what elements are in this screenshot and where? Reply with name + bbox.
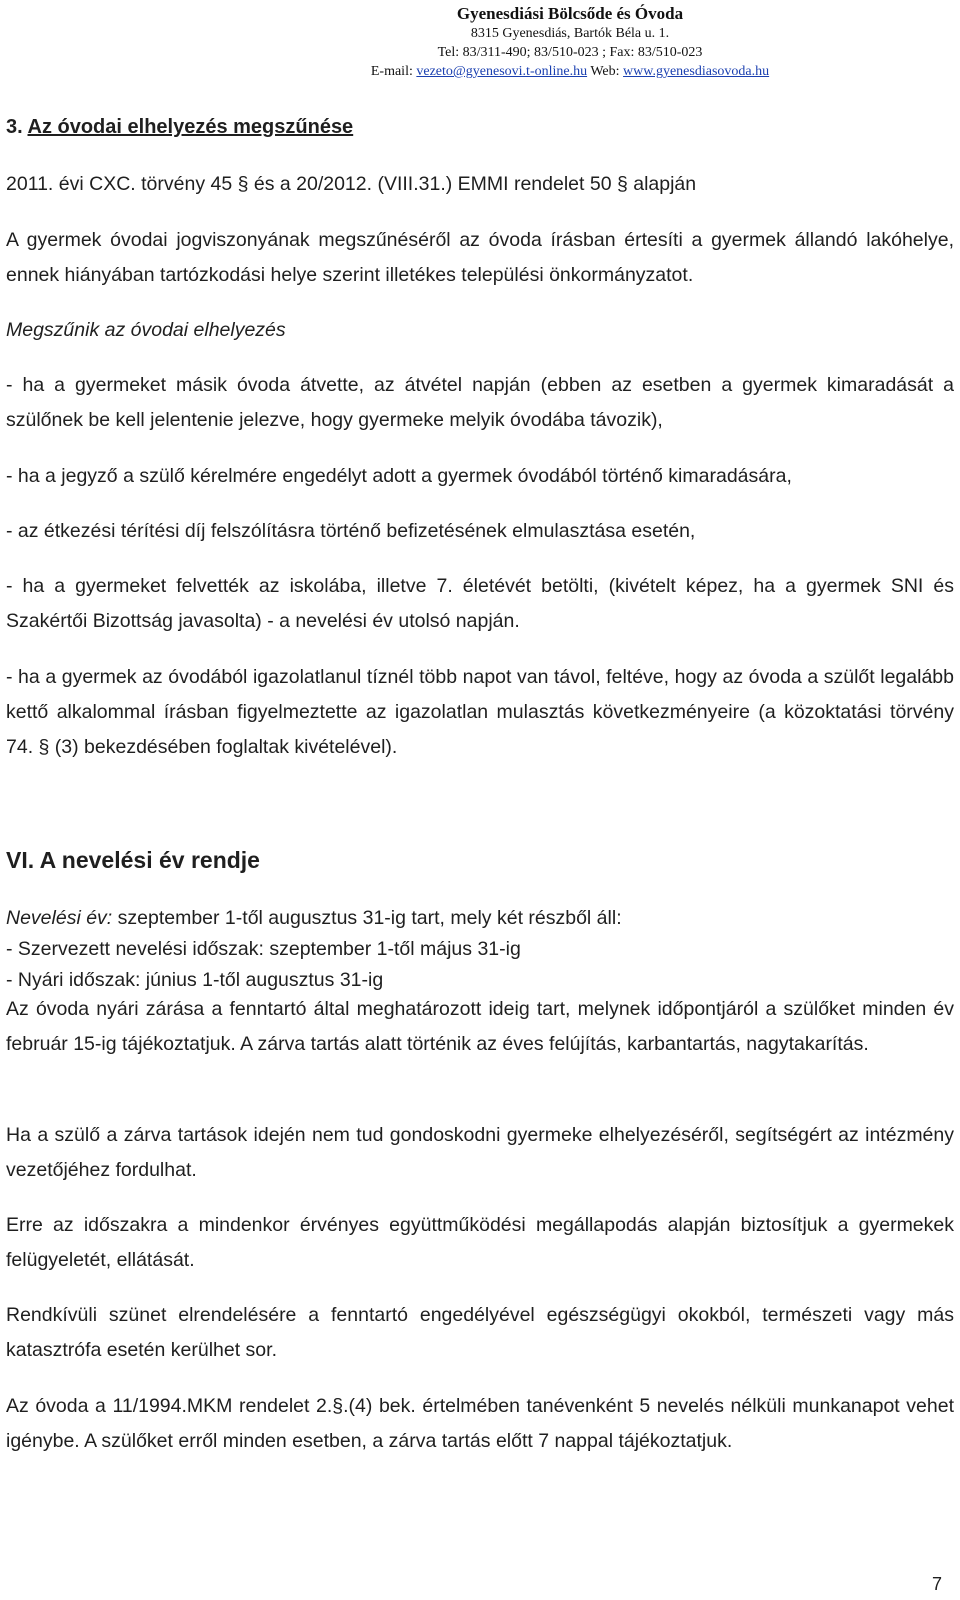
institution-name: Gyenesdiási Bölcsőde és Óvoda [456, 4, 684, 23]
email-link[interactable]: vezeto@gyenesovi.t-online.hu [416, 64, 588, 79]
web-link[interactable]: www.gyenesdiasovoda.hu [623, 64, 770, 79]
summer-period-line: - Nyári időszak: június 1-től augusztus 31-ig [6, 969, 384, 991]
extraordinary-break-paragraph: Rendkívüli szünet elrendelésére a fenntartó engedélyével egészségügyi okokból, természeti vagy más katasztrófa esetén kerülhet sor. [6, 1304, 954, 1361]
termination-item: - ha a gyermeket másik óvoda átvette, az átvétel napján (ebben az esetben a gyermek kimaradását a szülőnek be kell jelentenie jelezve, hogy gyermeke melyik óvodába távozik), [6, 374, 954, 431]
law-reference: 2011. évi CXC. törvény 45 § és a 20/2012. (VIII.31.) EMMI rendelet 50 § alapján [6, 173, 697, 195]
institution-contact [300, 62, 840, 81]
letterhead [300, 4, 840, 81]
institution-phone: Tel: 83/311-490; 83/510-023 ; Fax: 83/510-023 [437, 45, 703, 60]
organized-period-line: - Szervezett nevelési időszak: szeptember 1-től május 31-ig [6, 938, 521, 960]
termination-subheading: Megszűnik az óvodai elhelyezés [6, 319, 286, 341]
section-3-heading [6, 112, 954, 142]
school-year-label: Nevelési év: [6, 907, 113, 929]
institution-address: 8315 Gyenesdiás, Bartók Béla u. 1. [470, 26, 670, 41]
termination-notice-paragraph: A gyermek óvodai jogviszonyának megszűnéséről az óvoda írásban értesíti a gyermek állandó lakóhelye, ennek hiányában tartózkodási helye szerint illetékes települési önkormányzatot. [6, 229, 954, 286]
section-3-title: Az óvodai elhelyezés megszűnése [27, 116, 354, 138]
school-year-definition [6, 903, 954, 934]
page-number: 7 [931, 1574, 942, 1594]
termination-item: - ha a gyermeket felvették az iskolába, illetve 7. életévét betölti, (kivételt képez, ha a gyermek SNI és Szakértői Bizottság javasolta) - a nevelési év utolsó napján. [6, 575, 954, 632]
email-label: E-mail: [370, 64, 417, 79]
cooperation-agreement-paragraph: Erre az időszakra a mindenkor érvényes együttműködési megállapodás alapján biztosítjuk a gyermekek felügyeletét, ellátását. [6, 1214, 954, 1271]
parent-help-paragraph: Ha a szülő a zárva tartások idején nem tud gondoskodni gyermeke elhelyezéséről, segítségért az intézmény vezetőjéhez fordulhat. [6, 1124, 954, 1181]
non-teaching-days-paragraph: Az óvoda a 11/1994.MKM rendelet 2.§.(4) bek. értelmében tanévenként 5 nevelés nélküli munkanapot vehet igénybe. A szülőket erről minden esetben, a zárva tartás előtt 7 nappal tájékoztatjuk. [6, 1395, 954, 1452]
termination-item: - ha a jegyző a szülő kérelmére engedélyt adott a gyermek óvodából történő kimaradására, [6, 465, 792, 487]
summer-closure-paragraph: Az óvoda nyári zárása a fenntartó által meghatározott ideig tart, melynek időpontjáról a szülőket minden év február 15-ig tájékoztatjuk. A zárva tartás alatt történik az éves felújítás, karbantartás, nagytakarítás. [6, 998, 954, 1055]
section-3-number: 3. [6, 116, 28, 138]
termination-item: - ha a gyermek az óvodából igazolatlanul tíznél több napot van távol, feltéve, hogy az óvoda a szülőt legalább kettő alkalommal írásban figyelmeztette az igazolatlan mulasztás következményeire (a közoktatási törvény 74. § (3) bekezdésében foglaltak kivételével). [6, 666, 954, 758]
school-year-range: szeptember 1-től augusztus 31-ig tart, mely két részből áll: [112, 907, 622, 929]
termination-item: - az étkezési térítési díj felszólításra történő befizetésének elmulasztása esetén, [6, 520, 696, 542]
section-vi-heading: VI. A nevelési év rendje [6, 847, 260, 873]
web-label: Web: [587, 64, 624, 79]
